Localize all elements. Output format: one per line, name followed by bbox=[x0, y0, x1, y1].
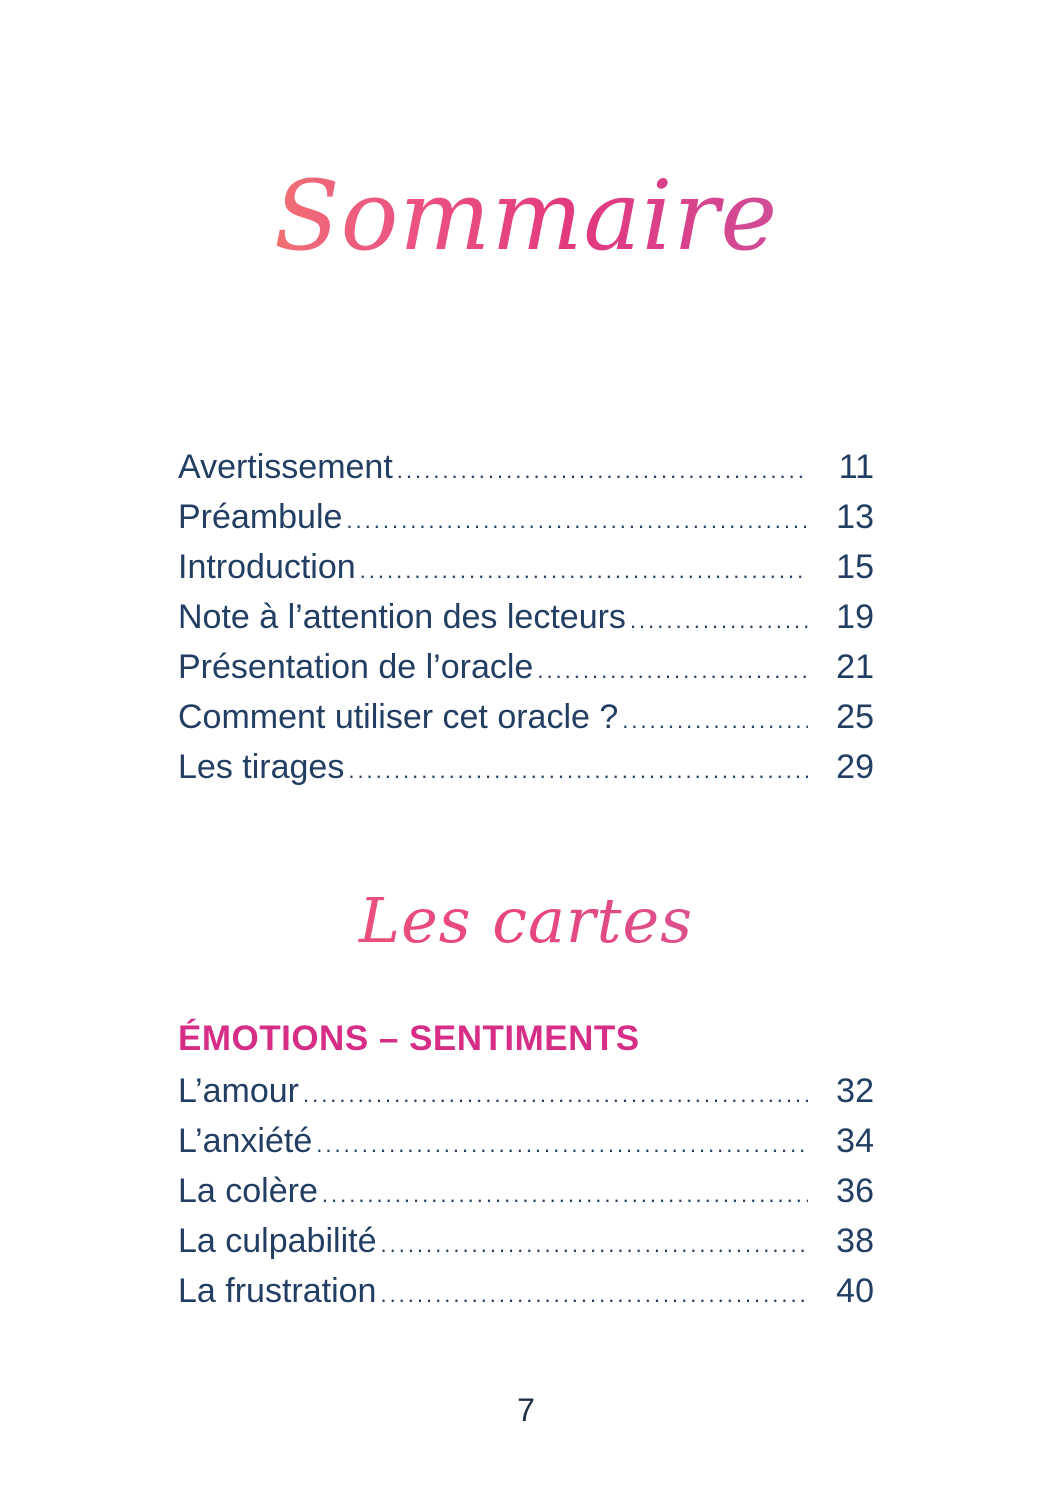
toc-entry-page: 38 bbox=[836, 1222, 874, 1260]
toc-entry-label: Les tirages bbox=[178, 748, 345, 786]
toc-entry-label: La frustration bbox=[178, 1272, 377, 1310]
toc-entry-label: Note à l’attention des lecteurs bbox=[178, 598, 626, 636]
toc-entry-page: 21 bbox=[836, 648, 874, 686]
section-title: Les cartes bbox=[0, 890, 1052, 952]
toc-entry-page: 36 bbox=[836, 1172, 874, 1210]
toc-entry[interactable] bbox=[178, 692, 874, 742]
toc-leader bbox=[630, 596, 808, 646]
toc-entry-page: 15 bbox=[836, 548, 874, 586]
toc-entry-page: 25 bbox=[836, 698, 874, 736]
toc-entry-page: 40 bbox=[836, 1272, 874, 1310]
toc-leader bbox=[322, 1170, 808, 1220]
toc-entry[interactable] bbox=[178, 542, 874, 592]
toc-entry[interactable] bbox=[178, 642, 874, 692]
page-title: Sommaire bbox=[0, 168, 1052, 264]
toc-leader bbox=[348, 746, 808, 796]
toc-intro-list bbox=[178, 442, 874, 792]
toc-entry-label: La culpabilité bbox=[178, 1222, 377, 1260]
toc-entry[interactable] bbox=[178, 1216, 874, 1266]
page-number: 7 bbox=[517, 1392, 535, 1428]
toc-entry[interactable] bbox=[178, 442, 874, 492]
toc-entry-label: Avertissement bbox=[178, 448, 393, 486]
toc-entry-label: L’amour bbox=[178, 1072, 299, 1110]
toc-entry[interactable] bbox=[178, 592, 874, 642]
toc-leader bbox=[537, 646, 808, 696]
toc-leader bbox=[622, 696, 808, 746]
toc-leader bbox=[360, 546, 808, 596]
toc-leader bbox=[346, 496, 808, 546]
toc-entry-page: 32 bbox=[836, 1072, 874, 1110]
toc-leader bbox=[380, 1220, 808, 1270]
toc-entry-label: Présentation de l’oracle bbox=[178, 648, 534, 686]
toc-entry[interactable] bbox=[178, 1166, 874, 1216]
toc-entry-page: 19 bbox=[836, 598, 874, 636]
toc-entry[interactable] bbox=[178, 492, 874, 542]
toc-entry[interactable] bbox=[178, 1266, 874, 1316]
toc-entry-page: 11 bbox=[838, 448, 874, 486]
toc-leader bbox=[397, 446, 808, 496]
toc-entry[interactable] bbox=[178, 742, 874, 792]
toc-entry-label: Préambule bbox=[178, 498, 343, 536]
category-heading: ÉMOTIONS – SENTIMENTS bbox=[178, 1019, 640, 1058]
toc-entry-page: 29 bbox=[836, 748, 874, 786]
toc-entry-label: La colère bbox=[178, 1172, 318, 1210]
toc-entry-label: L’anxiété bbox=[178, 1122, 313, 1160]
toc-entry-page: 13 bbox=[836, 498, 874, 536]
toc-entry-label: Comment utiliser cet oracle ? bbox=[178, 698, 619, 736]
toc-entry[interactable] bbox=[178, 1066, 874, 1116]
toc-entry-page: 34 bbox=[836, 1122, 874, 1160]
toc-emotions-list bbox=[178, 1066, 874, 1316]
toc-leader bbox=[380, 1270, 808, 1320]
toc-entry[interactable] bbox=[178, 1116, 874, 1166]
toc-entry-label: Introduction bbox=[178, 548, 356, 586]
toc-leader bbox=[316, 1120, 808, 1170]
toc-leader bbox=[303, 1070, 808, 1120]
